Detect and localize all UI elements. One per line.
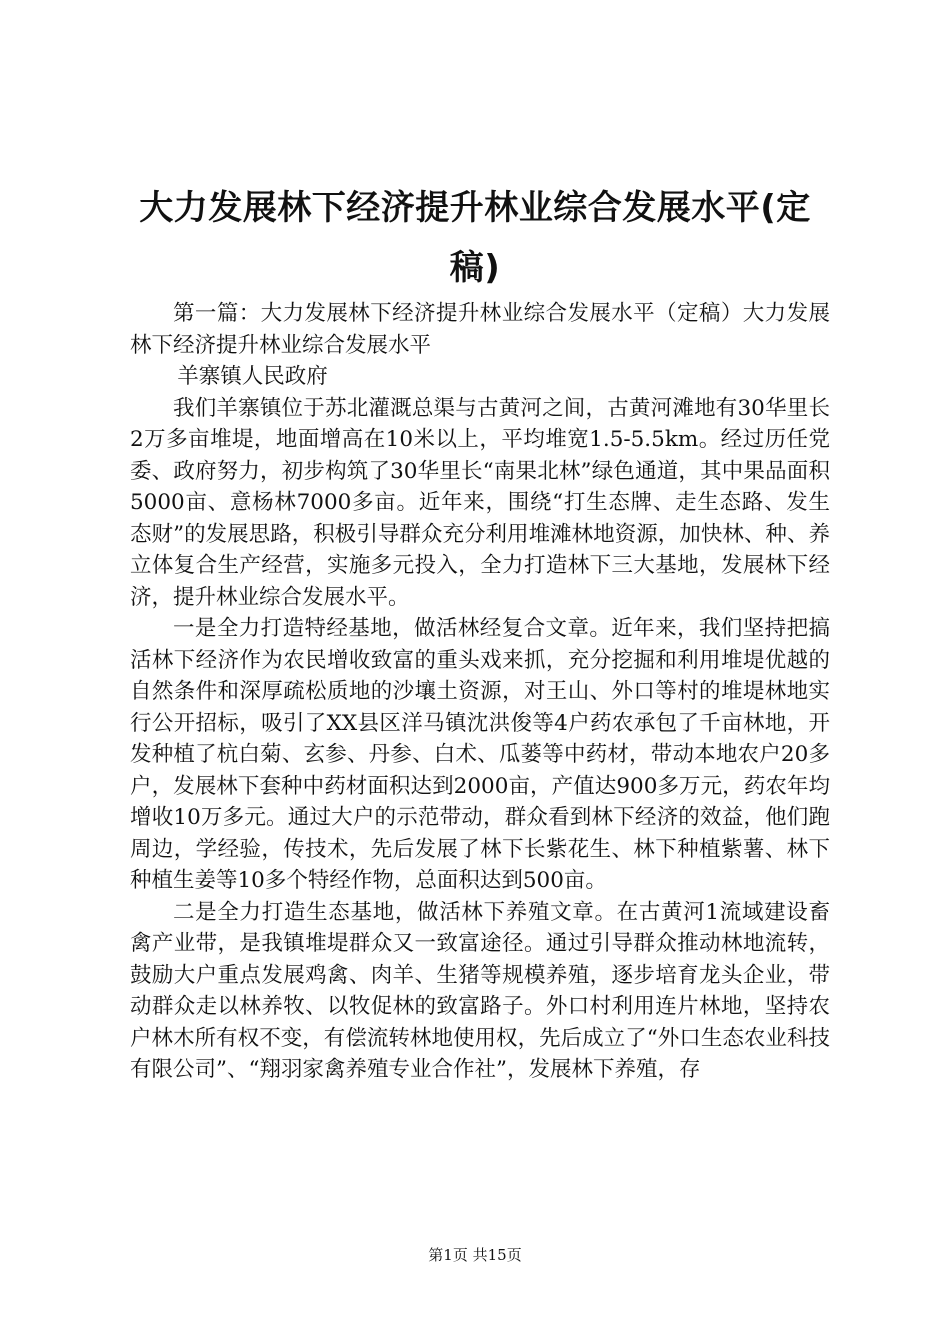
- paragraph-point-two: 二是全力打造生态基地，做活林下养殖文章。在古黄河1流域建设畜禽产业带，是我镇堆堤群众又一致富途径。通过引导群众推动林地流转，鼓励大户重点发展鸡禽、肉羊、生猪等规模养殖，逐步培育龙头企业，带动群众走以林养牧、以牧促林的致富路子。外口村利用连片林地，坚持农户林木所有权不变，有偿流转林地使用权，先后成立了“外口生态农业科技有限公司”、“翔羽家禽养殖专业合作社”，发展林下养殖，存: [130, 899, 830, 1082]
- paragraph-author: 羊寨镇人民政府: [177, 364, 328, 389]
- page-footer: 第1页 共15页: [428, 1246, 522, 1264]
- document-title: 大力发展林下经济提升林业综合发展水平(定稿): [139, 188, 811, 288]
- paragraph-point-one: 一是全力打造特经基地，做活林经复合文章。近年来，我们坚持把搞活林下经济作为农民增收致富的重头戏来抓，充分挖掘和利用堆堤优越的自然条件和深厚疏松质地的沙壤土资源，对王山、外口等村的堆堤林地实行公开招标，吸引了XX县区洋马镇沈洪俊等4户药农承包了千亩林地，开发种植了杭白菊、玄参、丹参、白术、瓜蒌等中药材，带动本地农户20多户，发展林下套种中药材面积达到2000亩，产值达900多万元，药农年均增收10万多元。通过大户的示范带动，群众看到林下经济的效益，他们跑周边，学经验，传技术，先后发展了林下长紫花生、林下种植紫薯、林下种植生姜等10多个特经作物，总面积达到500亩。: [130, 616, 830, 893]
- paragraph-overview: 我们羊寨镇位于苏北灌溉总渠与古黄河之间，古黄河滩地有30华里长2万多亩堆堤，地面增高在10米以上，平均堆宽1.5-5.5km。经过历任党委、政府努力，初步构筑了30华里长“南果北林”绿色通道，其中果品面积5000亩、意杨林7000多亩。近年来，围绕“打生态牌、走生态路、发生态财”的发展思路，积极引导群众充分利用堆滩林地资源，加快林、种、养立体复合生产经营，实施多元投入，全力打造林下三大基地，发展林下经济，提升林业综合发展水平。: [130, 395, 830, 610]
- document-body: [130, 298, 830, 1086]
- paragraph-intro: 第一篇：大力发展林下经济提升林业综合发展水平（定稿）大力发展林下经济提升林业综合发展水平: [130, 301, 830, 358]
